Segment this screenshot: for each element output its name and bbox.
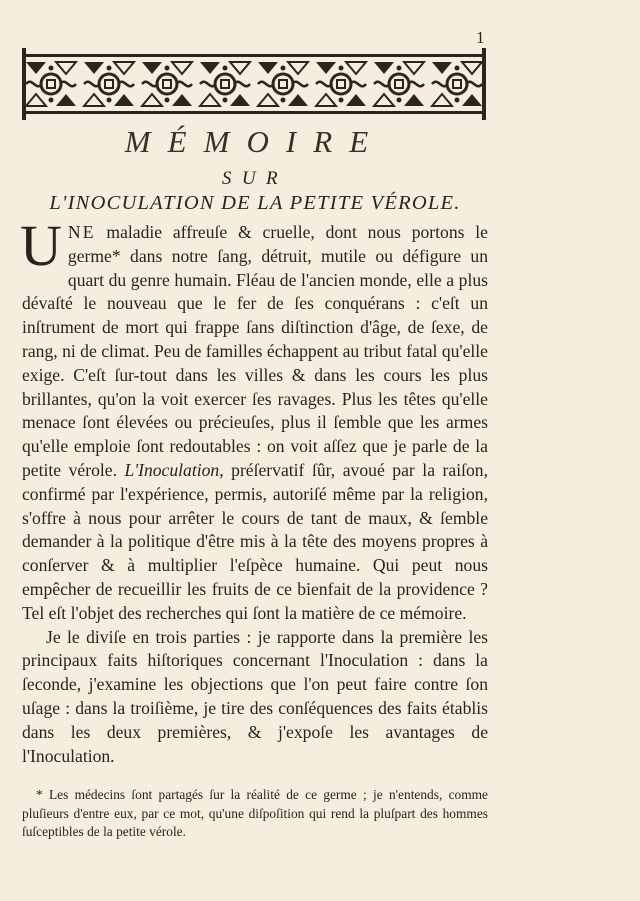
drop-cap: U xyxy=(20,213,62,278)
title-connector: SUR xyxy=(221,168,289,189)
inoculation-term: L'Inoculation xyxy=(124,459,220,480)
page-title: MÉMOIRE xyxy=(124,124,386,159)
paragraph-1 xyxy=(20,213,488,626)
footnote xyxy=(22,786,488,842)
lead-word: NE xyxy=(67,222,96,242)
page-number: 1 xyxy=(476,28,485,47)
main-text xyxy=(20,213,488,768)
footnote-text: * Les médecins ſont partagés ſur la réalité de ce germe ; je n'entends, comme pluſieurs d'entre eux, par ce mot, qu'une diſpoſition qui rend la pluſpart des hommes ſuſceptibles de la petite vérole. xyxy=(22,787,488,839)
paragraph-2: Je le diviſe en trois parties : je rapporte dans la première les principaux faits hiſtoriques concernant l'Inoculation : dans la ſeconde, j'examine les objections que l'on peut faire contre ſon uſage : dans la troiſième, je tire des conſéquences des faits établis dans les deux premières, & j'expoſe les avantages de l'Inoculation. xyxy=(22,626,488,766)
paragraph-1-tail: , préſervatif ſûr, avoué par la raiſon, confirmé par l'expérience, permis, autoriſé même par la religion, s'offre à nous pour arrêter le cours de tant de maux, & ſemble demander à la politique d'être mis à la tête des moyens propres à conſerver & à multiplier l'eſpèce humaine. Qui peut nous empêcher de recueillir les fruits de ce bienfait de la providence ? Tel eſt l'objet des recherches qui ſont la matière de ce mémoire. xyxy=(22,459,488,623)
paragraph-1-text: maladie affreuſe & cruelle, dont nous portons le germe* dans notre ſang, détruit, mutile ou défigure un quart du genre humain. Fléau de l'ancien monde, elle a plus dévaſté le nouveau que le fer de ſes conquérans : c'eſt un inſtrument de mort qui frappe ſans diſtinction d'âge, de ſexe, de rang, ni de climat. Peu de familles échappent au tribut fatal qu'elle exige. C'eſt ſur-tout dans les villes & dans les cours les plus brillantes, qu'on la voit exercer ſes ravages. Plus les têtes qu'elle menace ſont élevées ou précieuſes, plus il ſemble que les armes qu'elle emploie ſont redoutables : on voit aſſez que je parle de la petite vérole. xyxy=(22,222,488,480)
decorative-headband-ornament-icon xyxy=(22,48,486,120)
page-subtitle: L'INOCULATION DE LA PETITE VÉROLE. xyxy=(49,192,461,214)
